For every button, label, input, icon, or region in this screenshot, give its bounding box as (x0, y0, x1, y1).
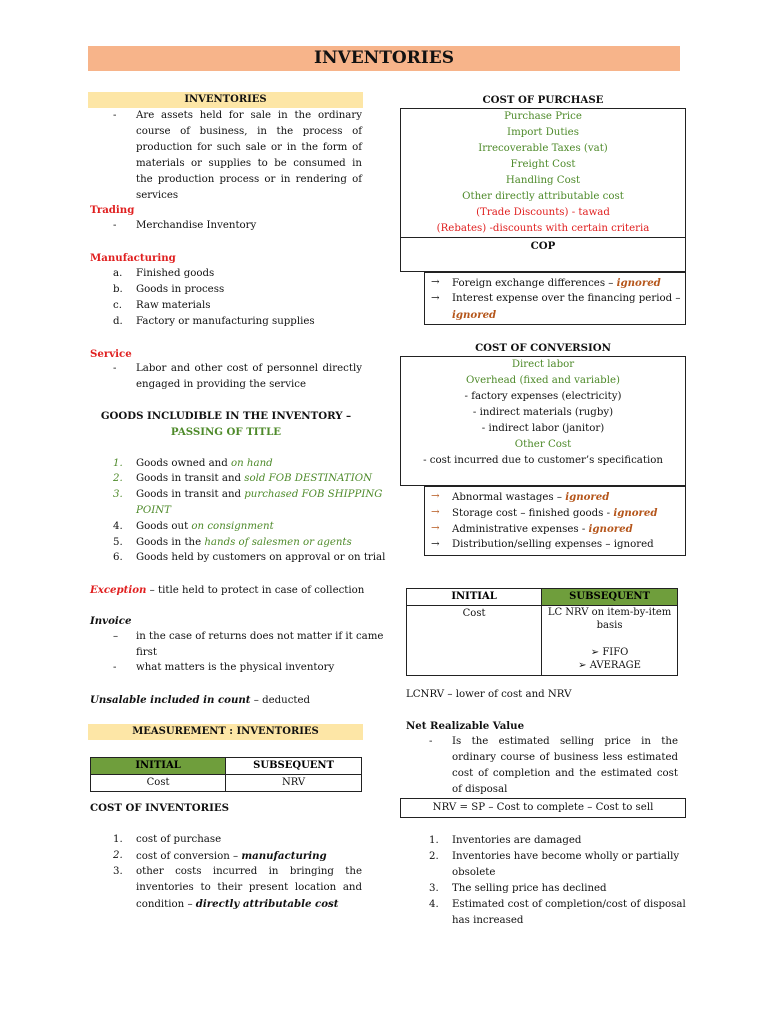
table-cell: NRV (226, 775, 362, 792)
list-marker: 1. (113, 458, 123, 469)
list-item (136, 519, 274, 535)
list-marker: 1. (113, 834, 123, 845)
list-item: in the case of returns does not matter if it came (136, 631, 384, 642)
item-emphasis: ignored (565, 491, 610, 503)
list-marker: 6. (113, 552, 123, 563)
item-text: Goods in the (136, 537, 205, 548)
conv-line: - cost incurred due to customer’s specification (423, 455, 663, 466)
cop-ignored-box (424, 272, 686, 325)
arrow-icon: → (431, 539, 440, 550)
list-marker: a. (113, 268, 123, 279)
invoice-heading: Invoice (90, 615, 132, 627)
list-marker: – (113, 631, 119, 642)
lcnrv-table (406, 588, 678, 676)
list-item (136, 864, 362, 913)
list-marker: 5. (113, 537, 123, 548)
service-item: Labor and other cost of personnel directly engaged in providing the service (136, 363, 362, 390)
list-item (452, 521, 633, 538)
conv-line: Overhead (fixed and variable) (466, 375, 620, 386)
list-item (452, 275, 661, 292)
bullet-item (542, 646, 677, 659)
list-item: what matters is the physical inventory (136, 662, 335, 673)
item-emphasis: on hand (231, 458, 273, 469)
list-marker: 4. (113, 521, 123, 532)
unsalable-text: – deducted (250, 695, 311, 706)
arrow-bullet-icon: ➢ (578, 660, 590, 671)
inventories-definition: Are assets held for sale in the ordinary course of business, in the process of production for such sale or in the form of materials or supplies to be consumed in the production process or in rendering of services (136, 110, 362, 201)
table-header: INITIAL (91, 758, 226, 775)
unsalable-note (90, 692, 310, 709)
cop-line: Purchase Price (504, 111, 582, 122)
table-header: INITIAL (407, 589, 542, 606)
list-item: Finished goods (136, 268, 215, 279)
nrv-definition: Is the estimated selling price in the ordinary course of business less estimated cost of completion and the estimated cost of disposal (452, 736, 678, 795)
inventories-heading: INVENTORIES (88, 92, 363, 108)
list-item: cost of purchase (136, 834, 222, 845)
list-item (136, 535, 352, 551)
arrow-bullet-icon: ➢ (590, 647, 603, 658)
arrow-icon: → (431, 523, 440, 534)
arrow-icon: → (431, 293, 440, 304)
list-item: Factory or manufacturing supplies (136, 316, 315, 327)
list-item: Goods in process (136, 284, 225, 295)
list-marker: b. (113, 284, 123, 295)
list-item-continued: ignored (452, 309, 497, 321)
service-heading: Service (90, 348, 132, 360)
bullet-dash: - (113, 110, 117, 121)
cop-line: (Rebates) -discounts with certain criteria (436, 223, 650, 234)
item-emphasis: directly attributable cost (195, 898, 339, 910)
bullet-text: FIFO (602, 647, 629, 658)
cop-line: (Trade Discounts) - tawad (476, 207, 610, 218)
item-text: Administrative expenses - (452, 524, 589, 535)
manufacturing-heading: Manufacturing (90, 252, 176, 264)
list-marker: - (113, 662, 117, 673)
cop-line: Handling Cost (505, 175, 581, 186)
list-item-continued: first (136, 647, 157, 658)
exception-text: – title held to protect in case of collection (146, 585, 365, 596)
measurement-heading: MEASUREMENT : INVENTORIES (88, 724, 363, 740)
cop-line: Import Duties (507, 127, 579, 138)
list-item (136, 456, 273, 472)
conv-line: - indirect materials (rugby) (472, 407, 614, 418)
item-text: Goods in transit and (136, 473, 245, 484)
cost-of-inventories-heading: COST OF INVENTORIES (90, 802, 229, 814)
arrow-icon: → (431, 277, 440, 288)
bullet-item (542, 659, 677, 672)
conv-line: Direct labor (511, 359, 575, 370)
cost-of-conversion-box (400, 356, 686, 486)
cell-line: LC NRV on item-by-item (547, 607, 672, 618)
list-marker: 3. (113, 489, 123, 500)
table-header: SUBSEQUENT (226, 758, 362, 775)
list-item-continued: has increased (452, 915, 524, 926)
item-emphasis: manufacturing (241, 850, 327, 862)
goods-head-text: GOODS INCLUDIBLE IN THE INVENTORY – (100, 410, 352, 422)
list-item: Raw materials (136, 300, 211, 311)
item-text: Goods owned and (136, 458, 231, 469)
list-marker: 3. (429, 883, 439, 894)
cost-of-conversion-heading: COST OF CONVERSION (475, 342, 611, 354)
list-item (136, 848, 327, 865)
list-marker: d. (113, 316, 123, 327)
item-text: other costs incurred in bringing the inventories to their present location and condition – (136, 866, 362, 910)
cop-line: Other directly attributable cost (462, 191, 624, 202)
conv-ignored-box (424, 486, 686, 556)
exception-label: Exception (90, 584, 147, 596)
item-text: Storage cost – finished goods - (452, 508, 614, 519)
list-item: Interest expense over the financing period – (452, 293, 681, 304)
list-item: Estimated cost of completion/cost of disposal (452, 899, 686, 910)
page-title: INVENTORIES (88, 46, 680, 71)
exception-note (90, 582, 364, 599)
list-item: Inventories have become wholly or partially (452, 851, 680, 862)
conv-line: - factory expenses (electricity) (464, 391, 622, 402)
item-emphasis: ignored (588, 523, 633, 535)
item-emphasis: POINT (136, 505, 171, 516)
list-marker: 2. (113, 473, 123, 484)
nrv-heading: Net Realizable Value (406, 720, 525, 732)
bullet-dash: - (113, 363, 117, 374)
cop-total-box: COP (400, 237, 686, 272)
bullet-text: AVERAGE (589, 660, 641, 671)
item-emphasis: on consignment (191, 521, 274, 532)
list-marker: 1. (429, 835, 439, 846)
item-text: Goods out (136, 521, 192, 532)
list-item: Distribution/selling expenses – ignored (452, 539, 654, 550)
arrow-icon: → (431, 507, 440, 518)
cop-line: Irrecoverable Taxes (vat) (478, 143, 608, 154)
item-text: Abnormal wastages – (452, 492, 566, 503)
list-marker: 2. (113, 850, 123, 861)
list-item-continued (136, 503, 171, 519)
cost-of-purchase-box (400, 108, 686, 238)
table-cell (542, 606, 678, 676)
bullet-dash: - (429, 736, 433, 747)
conv-line: Other Cost (514, 439, 572, 450)
list-item: Inventories are damaged (452, 835, 582, 846)
table-cell: Cost (91, 775, 226, 792)
list-marker: 3. (113, 866, 123, 877)
list-marker: 4. (429, 899, 439, 910)
item-text: Goods in transit and (136, 489, 245, 500)
item-emphasis: sold FOB DESTINATION (244, 473, 372, 484)
item-emphasis: ignored (613, 507, 658, 519)
goods-includible-heading (90, 408, 362, 440)
item-emphasis: ignored (616, 277, 661, 289)
table-header: SUBSEQUENT (542, 589, 678, 606)
cop-line: Freight Cost (510, 159, 576, 170)
list-item: The selling price has declined (452, 883, 607, 894)
trading-item: Merchandise Inventory (136, 220, 257, 231)
list-item-continued: obsolete (452, 867, 496, 878)
table-cell: Cost (407, 606, 542, 676)
nrv-formula-box: NRV = SP – Cost to complete – Cost to sell (400, 798, 686, 818)
list-item: Goods held by customers on approval or on trial (136, 552, 386, 563)
item-text: cost of conversion – (136, 851, 242, 862)
measurement-table (90, 757, 362, 792)
arrow-icon: → (431, 491, 440, 502)
cost-of-purchase-heading: COST OF PURCHASE (482, 94, 604, 106)
item-emphasis: purchased FOB SHIPPING (244, 489, 383, 500)
bullet-dash: - (113, 220, 117, 231)
lcnrv-note: LCNRV – lower of cost and NRV (406, 689, 572, 700)
list-item (136, 471, 372, 487)
list-item (452, 505, 658, 522)
list-marker: 2. (429, 851, 439, 862)
item-text: Foreign exchange differences – (452, 278, 617, 289)
list-item (136, 487, 382, 503)
cell-line: basis (596, 620, 623, 631)
conv-line: - indirect labor (janitor) (481, 423, 605, 434)
trading-heading: Trading (90, 204, 135, 216)
item-emphasis: hands of salesmen or agents (204, 537, 352, 548)
list-item (452, 489, 609, 506)
goods-head-green: PASSING OF TITLE (170, 426, 282, 438)
list-marker: c. (113, 300, 122, 311)
unsalable-label: Unsalable included in count (90, 694, 251, 706)
